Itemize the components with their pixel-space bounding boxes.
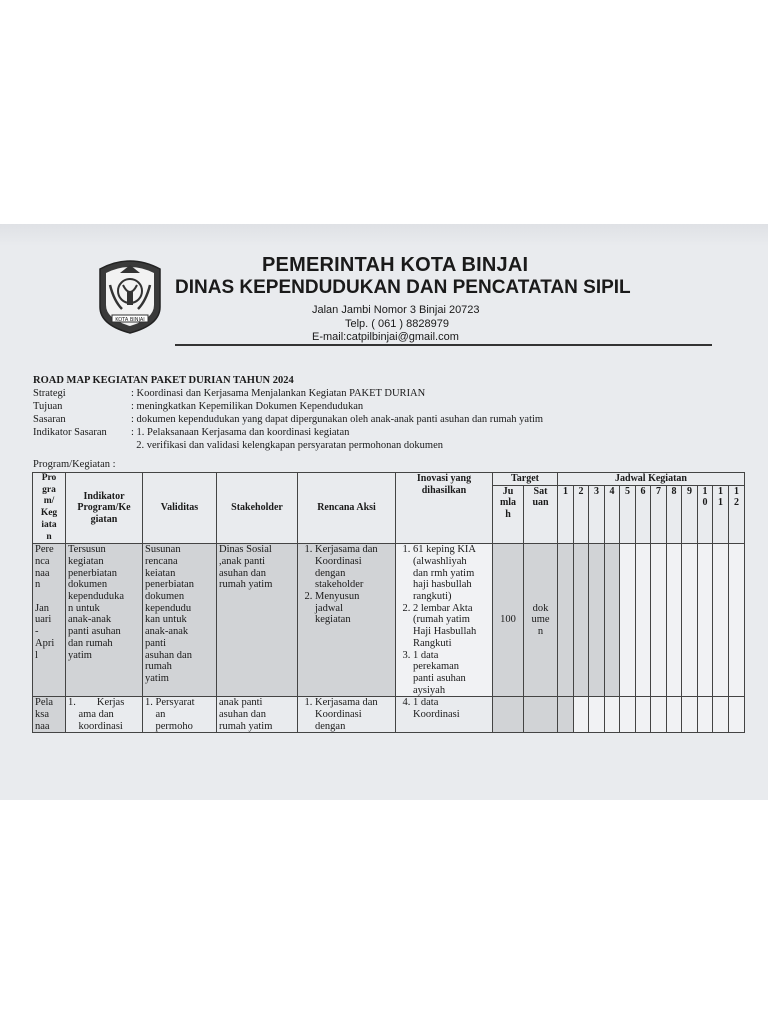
header-validitas: Validitas [143,473,217,544]
row1-stakeholder: Dinas Sosial ,anak panti asuhan dan rumah yatim [217,544,298,697]
meta-row-sasaran: Sasaran : dokumen kependudukan yang dapat dipergunakan oleh anak-anak panti asuhan dan rumah yatim [33,414,544,425]
schedule-cell [729,544,745,697]
header-month-1: 1 [558,485,574,543]
office-name: DINAS KEPENDUDUKAN DAN PENCATATAN SIPIL [175,277,631,298]
row1-inovasi-item: 1. 61 keping KIA (alwashliyah dan rmh yatim haji hasbullah rangkuti) [413,544,490,603]
row1-validitas: Susunan rencana keiatan penerbiatan dokumen kependudu kan untuk anak-anak panti asuhan dan rumah yatim [143,544,217,697]
document-title: ROAD MAP KEGIATAN PAKET DURIAN TAHUN 2024 [33,375,294,386]
header-month-4: 4 [605,485,620,543]
row1-inovasi [396,544,493,697]
row1-inovasi-item: 2. 2 lembar Akta (rumah yatim Haji Hasbullah Rangkuti [413,603,490,650]
row2-jumlah [493,697,524,733]
row1-satuan: dok ume n [524,544,558,697]
header-rencana: Rencana Aksi [298,473,396,544]
schedule-cell-filled [605,544,620,697]
schedule-cell [667,697,682,733]
schedule-cell-filled [589,544,605,697]
schedule-cell [589,697,605,733]
row2-validitas: 1. Persyarat an permoho [143,697,217,733]
header-indikator: Indikator Program/Ke giatan [66,473,143,544]
office-email: E-mail:catpilbinjai@gmail.com [312,331,459,343]
row2-inovasi [396,697,493,733]
row2-stakeholder: anak panti asuhan dan rumah yatim [217,697,298,733]
schedule-cell-filled [574,544,589,697]
schedule-cell-filled [558,697,574,733]
document-meta [33,387,543,452]
row2-program: Pela ksa naa [33,697,66,733]
schedule-cell [713,544,729,697]
svg-text:KOTA BINJAI: KOTA BINJAI [115,317,145,323]
roadmap-table [32,472,745,733]
row1-jumlah: 100 [493,544,524,697]
row1-inovasi-item: 3. 1 data perekaman panti asuhan aysiyah [413,650,490,697]
schedule-cell [636,544,651,697]
schedule-cell [729,697,745,733]
schedule-cell [682,697,698,733]
schedule-cell [651,544,667,697]
schedule-cell [713,697,729,733]
row1-rencana-item: 2. Menyusun jadwal kegiatan [315,591,393,626]
row2-indikator: 1. Kerjas ama dan koordinasi [66,697,143,733]
row1-rencana [298,544,396,697]
office-address: Jalan Jambi Nomor 3 Binjai 20723 [312,304,480,316]
schedule-cell [605,697,620,733]
schedule-cell [620,697,636,733]
row1-indikator: Tersusun kegiatan penerbiatan dokumen kependuduka n untuk anak-anak panti asuhan dan rumah yatim [66,544,143,697]
schedule-cell [698,544,713,697]
schedule-cell [682,544,698,697]
header-month-8: 8 [667,485,682,543]
row2-rencana-item: 1. Kerjasama dan Koordinasi dengan [315,697,393,732]
meta-row-indikator-2: 2. verifikasi dan validasi kelengkapan persyaratan permohonan dokumen [131,440,443,451]
meta-row-tujuan: Tujuan : meningkatkan Kepemilikan Dokumen Kependudukan [33,401,364,412]
schedule-cell-filled [558,544,574,697]
row2-rencana [298,697,396,733]
scan-edge [0,224,768,246]
header-program: Pro gra m/ Keg iata n [33,473,66,544]
header-month-6: 6 [636,485,651,543]
header-month-10: 1 0 [698,485,713,543]
header-inovasi: Inovasi yang dihasilkan [396,473,493,544]
header-month-2: 2 [574,485,589,543]
header-month-3: 3 [589,485,605,543]
header-stakeholder: Stakeholder [217,473,298,544]
program-kegiatan-label: Program/Kegiatan : [33,459,116,470]
meta-row-strategi: Strategi : Koordinasi dan Kerjasama Menjalankan Kegiatan PAKET DURIAN [33,388,426,399]
header-jadwal: Jadwal Kegiatan [558,473,745,486]
row1-rencana-item: 1. Kerjasama dan Koordinasi dengan stakeholder [315,544,393,591]
schedule-cell [651,697,667,733]
row1-program: Pere nca naa n Jan uari - Apri l [33,544,66,697]
table-row [33,544,745,697]
table-row [33,697,745,733]
office-phone: Telp. ( 061 ) 8828979 [345,318,449,330]
schedule-cell [667,544,682,697]
document-sheet [0,224,768,800]
header-target: Target [493,473,558,486]
schedule-cell [636,697,651,733]
header-jumlah: Ju mla h [493,485,524,543]
schedule-cell [574,697,589,733]
schedule-cell [620,544,636,697]
header-month-9: 9 [682,485,698,543]
meta-row-indikator: Indikator Sasaran : 1. Pelaksanaan Kerjasama dan koordinasi kegiatan [33,427,350,438]
row2-satuan [524,697,558,733]
government-name: PEMERINTAH KOTA BINJAI [262,254,529,276]
header-satuan: Sat uan [524,485,558,543]
row2-inovasi-item: 4. 1 data Koordinasi [413,697,490,720]
header-month-5: 5 [620,485,636,543]
header-month-7: 7 [651,485,667,543]
header-month-11: 1 1 [713,485,729,543]
letterhead-divider [175,344,712,346]
header-month-12: 1 2 [729,485,745,543]
schedule-cell [698,697,713,733]
kota-binjai-emblem-icon [96,251,164,335]
